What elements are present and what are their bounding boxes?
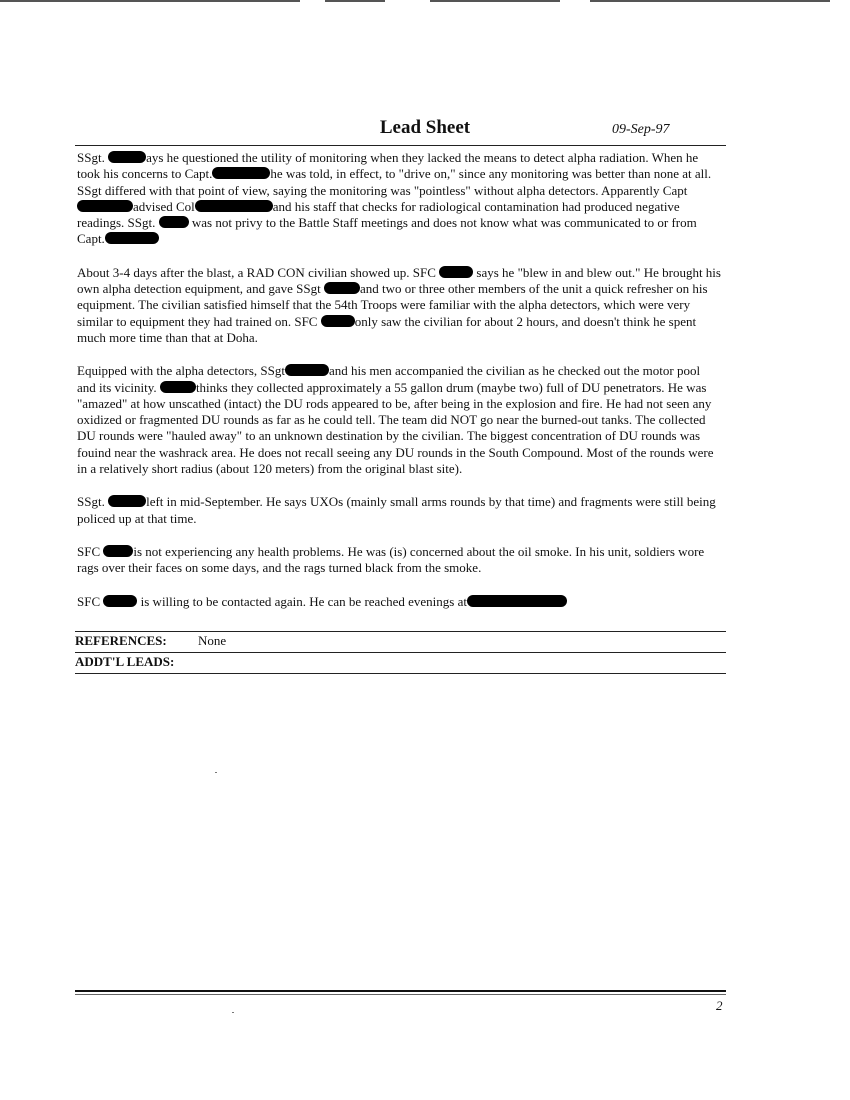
scan-speck bbox=[232, 1012, 234, 1013]
references-label: REFERENCES: bbox=[75, 633, 167, 648]
paragraph-text: only saw the civilian for about 2 hours, and doesn't think he spent much more time than that at Doha. bbox=[77, 313, 697, 345]
addl-leads-label: ADDT'L LEADS: bbox=[75, 654, 175, 669]
redaction-mark bbox=[77, 200, 133, 212]
redaction-mark bbox=[108, 151, 146, 163]
body-paragraph bbox=[77, 594, 722, 610]
paragraph-text: was not privy to the Battle Staff meetings and does not know what was communicated to or from Capt. bbox=[77, 215, 697, 247]
leads-divider bbox=[75, 652, 726, 653]
redaction-mark bbox=[467, 595, 567, 607]
paragraph-text: SFC bbox=[77, 593, 104, 609]
page-title: Lead Sheet bbox=[379, 117, 471, 138]
header-divider bbox=[75, 145, 726, 146]
redaction-mark bbox=[103, 545, 133, 557]
body-paragraph bbox=[77, 150, 722, 248]
lead-sheet-body bbox=[77, 150, 722, 610]
document-date: 09-Sep-97 bbox=[612, 122, 670, 137]
body-paragraph bbox=[77, 265, 722, 346]
redaction-mark bbox=[159, 216, 189, 228]
scan-speck bbox=[215, 772, 217, 773]
redaction-mark bbox=[439, 266, 473, 278]
body-paragraph bbox=[77, 363, 722, 477]
page-number: 2 bbox=[716, 998, 723, 1013]
paragraph-text: thinks they collected approximately a 55 gallon drum (maybe two) full of DU penetrators. He was "amazed" at how unscathed (intact) the DU rods appeared to be, after being in the explosion and fire. He had not seen any oxidized or fragmented DU rounds as far as he could tell. The team did NOT go near the burned-out tanks. The collected DU rounds were "hauled away" to an unknown destination by the civilian. The biggest concentration of DU rounds was fouind near the washrack area. He does not recall seeing any DU rounds in the South Compound. Most of the rounds were in a relatively short radius (about 120 meters) from the original blast site). bbox=[77, 379, 714, 477]
paragraph-text: and his staff that checks for radiological contamination had produced negative readings. SSgt. bbox=[77, 198, 680, 231]
references-divider bbox=[75, 631, 726, 632]
references-row bbox=[75, 633, 226, 649]
redaction-mark bbox=[103, 595, 137, 607]
redaction-mark bbox=[195, 200, 273, 212]
scan-artifact bbox=[325, 0, 385, 2]
redaction-mark bbox=[324, 282, 360, 294]
paragraph-text: and two or three other members of the unit a quick refresher on his equipment. The civilian satisfied himself that the 54th Troops were familiar with the alpha detectors, which were very similar to equipment they had trained on. SFC bbox=[77, 281, 708, 329]
scan-artifact bbox=[430, 0, 560, 2]
paragraph-text: Equipped with the alpha detectors, SSgt bbox=[77, 363, 285, 379]
body-paragraph bbox=[77, 494, 722, 527]
addl-leads-row bbox=[75, 654, 202, 670]
redaction-mark bbox=[105, 232, 159, 244]
leads-bottom-divider bbox=[75, 673, 726, 674]
paragraph-text: is willing to be contacted again. He can be reached evenings at bbox=[137, 593, 467, 609]
references-value: None bbox=[198, 633, 227, 648]
paragraph-text: About 3-4 days after the blast, a RAD CON civilian showed up. SFC bbox=[77, 264, 440, 280]
paragraph-text: is not experiencing any health problems. He was (is) concerned about the oil smoke. In his unit, soldiers wore rags over their faces on some days, and the rags turned black from the smoke. bbox=[77, 543, 705, 576]
paragraph-text: he was told, in effect, to "drive on," since any monitoring was better than none at all. SSgt differed with that point of view, saying the monitoring was "pointless" without alpha detectors. Apparently Capt bbox=[77, 166, 712, 198]
paragraph-text: advised Col bbox=[133, 198, 195, 214]
scan-artifact bbox=[0, 0, 300, 2]
paragraph-text: left in mid-September. He says UXOs (mainly small arms rounds by that time) and fragments were still being policed up at that time. bbox=[77, 494, 716, 526]
paragraph-text: SFC bbox=[77, 543, 104, 559]
paragraph-text: and his men accompanied the civilian as he checked out the motor pool and its vicinity. bbox=[77, 363, 701, 395]
redaction-mark bbox=[212, 167, 270, 179]
footer-divider-thin bbox=[75, 994, 726, 995]
paragraph-text: says he "blew in and blew out." He brought his own alpha detection equipment, and gave SSgt bbox=[77, 264, 721, 297]
footer-divider bbox=[75, 990, 726, 992]
body-paragraph bbox=[77, 544, 722, 577]
scan-artifact bbox=[590, 0, 830, 2]
paragraph-text: ays he questioned the utility of monitoring when they lacked the means to detect alpha radiation. When he took his concerns to Capt. bbox=[77, 150, 699, 182]
paragraph-text: SSgt. bbox=[77, 494, 109, 510]
redaction-mark bbox=[321, 315, 355, 327]
paragraph-text: SSgt. bbox=[77, 150, 109, 165]
redaction-mark bbox=[285, 364, 329, 376]
redaction-mark bbox=[160, 381, 196, 393]
redaction-mark bbox=[108, 495, 146, 507]
